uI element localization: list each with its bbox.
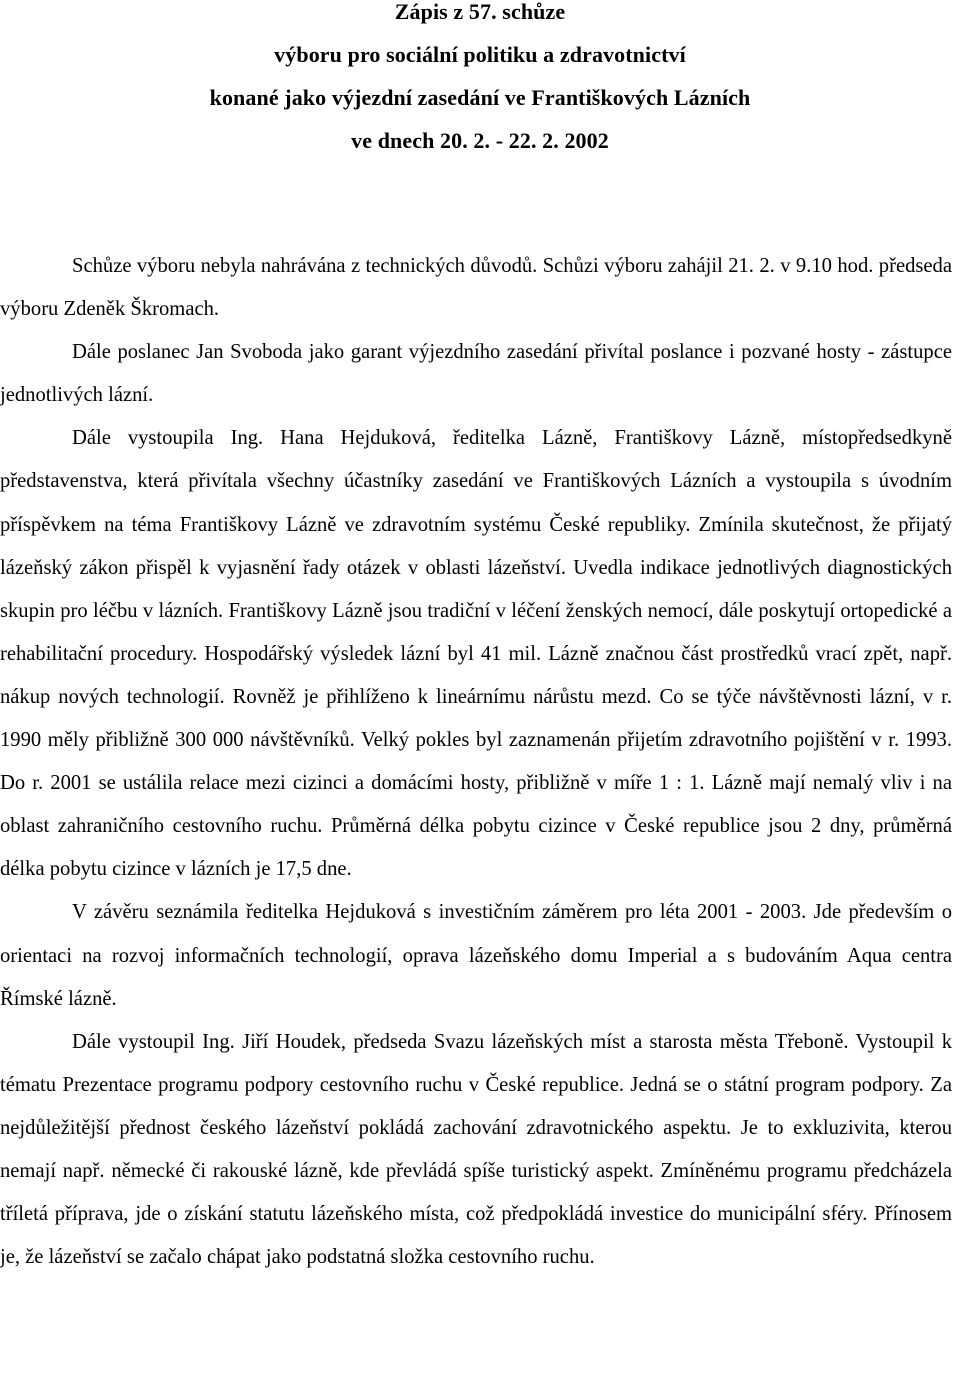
document-header bbox=[0, 0, 960, 162]
document-body bbox=[0, 245, 952, 1279]
paragraph-2: Dále poslanec Jan Svoboda jako garant výjezdního zasedání přivítal poslance i pozvané hosty - zástupce jednotlivých lázní. bbox=[0, 341, 952, 407]
header-line-2: výboru pro sociální politiku a zdravotnictví bbox=[274, 42, 686, 67]
paragraph-5: Dále vystoupil Ing. Jiří Houdek, předseda Svazu lázeňských míst a starosta města Třeboně. Vystoupil k tématu Prezentace programu podpory cestovního ruchu v České republice. Jedná se o státní program podpory. Za nejdůležitější přednost českého lázeňství pokládá zachování zdravotnického aspektu. Je to exkluzivita, kterou nemají např. německé či rakouské lázně, kde převládá spíše turistický aspekt. Zmíněnému programu předcházela tříletá příprava, jde o získání statutu lázeňského místa, což předpokládá investice do municipální sféry. Přínosem je, že lázeňství se začalo chápat jako podstatná složka cestovního ruchu. bbox=[0, 1030, 952, 1269]
paragraph-3: Dále vystoupila Ing. Hana Hejduková, ředitelka Lázně, Františkovy Lázně, místopředsedkyně představenstva, která přivítala všechny účastníky zasedání ve Františkových Lázních a vystoupila s úvodním příspěvkem na téma Františkovy Lázně ve zdravotním systému České republiky. Zmínila skutečnost, že přijatý lázeňský zákon přispěl k vyjasnění řady otázek v oblasti lázeňství. Uvedla indikace jednotlivých diagnostických skupin pro léčbu v lázních. Františkovy Lázně jsou tradiční v léčení ženských nemocí, dále poskytují ortopedické a rehabilitační procedury. Hospodářský výsledek lázní byl 41 mil. Lázně značnou část prostředků vrací zpět, např. nákup nových technologií. Rovněž je přihlíženo k lineárnímu nárůstu mezd. Co se týče návštěvnosti lázní, v r. 1990 měly přibližně 300 000 návštěvníků. Velký pokles byl zaznamenán přijetím zdravotního pojištění v r. 1993. Do r. 2001 se ustálila relace mezi cizinci a domácími hosty, přibližně v míře 1 : 1. Lázně mají nemalý vliv i na oblast zahraničního cestovního ruchu. Průměrná délka pobytu cizince v České republice jsou 2 dny, průměrná délka pobytu cizince v lázních je 17,5 dne. bbox=[0, 427, 952, 881]
header-line-4: ve dnech 20. 2. - 22. 2. 2002 bbox=[351, 128, 609, 153]
paragraph-4: V závěru seznámila ředitelka Hejduková s investičním záměrem pro léta 2001 - 2003. Jde především o orientaci na rozvoj informačních technologií, oprava lázeňského domu Imperial a s budováním Aqua centra Římské lázně. bbox=[0, 901, 952, 1010]
header-line-3: konané jako výjezdní zasedání ve Františkových Lázních bbox=[209, 85, 751, 110]
paragraph-1: Schůze výboru nebyla nahrávána z technických důvodů. Schůzi výboru zahájil 21. 2. v 9.10 hod. předseda výboru Zdeněk Škromach. bbox=[0, 255, 952, 321]
header-line-1: Zápis z 57. schůze bbox=[394, 0, 566, 24]
